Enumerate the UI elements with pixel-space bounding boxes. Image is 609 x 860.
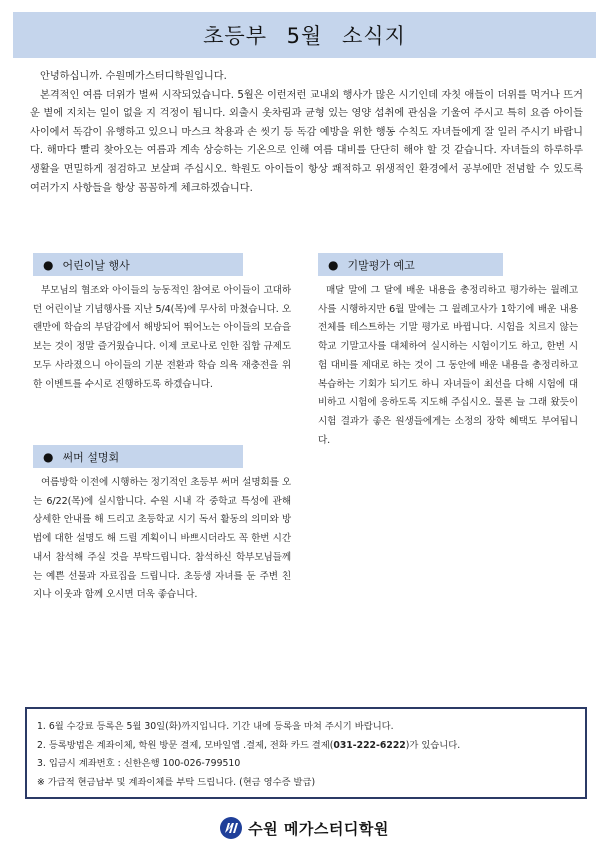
summer-session-header xyxy=(33,445,243,468)
summer-session-section xyxy=(33,445,291,605)
title-banner xyxy=(13,12,596,58)
summer-session-text: 여름방학 이전에 시행하는 정기적인 초등부 써머 설명회를 오는 6/22(목)에 실시합니다. 수원 시내 각 중학교 특성에 관해 상세한 안내를 해 드리고 초등학교 시기 독서 활동의 의미와 방법에 대한 설명도 해 드릴 계획이니 바쁘시더라도 꼭 한번 시간 내서 참석해 주실 것을 부탁드립니다. 참석하신 학부모님들께는 예쁜 선물과 자료집을 드립니다. 초등생 자녀를 둔 주변 친지나 이웃과 함께 오시면 더욱 좋습니다. xyxy=(33,477,291,601)
childrens-day-text: 부모님의 협조와 아이들의 능동적인 참여로 아이들이 고대하던 어린이날 기념행사를 지난 5/4(목)에 무사히 마쳤습니다. 오랜만에 학습의 부담감에서 해방되어 뛰어노는 아이들의 모습을 보는 것이 정말 즐거웠습니다. 이제 코로나로 인한 집합 규제도 모두 사라졌으니 아이들의 기분 전환과 학습 의욕 재충전을 위한 이벤트를 수시로 진행하도록 하겠습니다. xyxy=(33,285,291,390)
notice-line-2-prefix: 2. 등록방법은 계좌이체, 학원 방문 결제, 모바일앱 .결제, 전화 카드 결제( xyxy=(37,739,334,751)
notice-line-4: ※ 가급적 현금납부 및 계좌이체를 부탁 드립니다. (현금 영수증 발급) xyxy=(37,776,316,788)
final-exam-title: 기말평가 예고 xyxy=(347,258,415,272)
notice-line-2-suffix: )가 있습니다. xyxy=(405,739,461,751)
final-exam-body xyxy=(318,282,578,450)
summer-session-body xyxy=(33,474,291,605)
intro-body: 본격적인 여름 더위가 벌써 시작되었습니다. 5월은 이런저런 교내외 행사가 많은 시기인데 자칫 애들이 더위를 먹거나 뜨거운 볕에 지치는 일이 없을 지 걱정이 됩니다. 외출시 옷차림과 균형 있는 영양 섭취에 관심을 기울여 주시고 특히 요즘 아이들 사이에서 독감이 유행하고 있으니 마스크 착용과 손 씻기 등 독감 예방을 위한 행동 수칙도 자녀들에게 잘 일러 주시기 바랍니다. 해마다 빨리 찾아오는 여름과 계속 상승하는 기온으로 인해 여름 대비를 단단히 해야 할 것 같습니다. 자녀들의 하루하루 생활을 면밀하게 점검하고 보살펴 주십시오. 학원도 아이들이 항상 쾌적하고 위생적인 환경에서 공부에만 전념할 수 있도록 여러가지 사항들을 항상 꼼꼼하게 체크하겠습니다. xyxy=(30,89,583,194)
bullet-icon: ● xyxy=(43,449,54,464)
childrens-day-title: 어린이날 행사 xyxy=(62,258,130,272)
summer-session-title: 써머 설명회 xyxy=(62,450,120,464)
footer xyxy=(0,815,609,841)
notice-line-2 xyxy=(37,737,575,756)
notice-line-3: 3. 입금시 계좌번호 : 신한은행 100-026-799510 xyxy=(37,758,241,770)
final-exam-section xyxy=(318,253,578,450)
childrens-day-body xyxy=(33,282,291,394)
intro-greeting: 안녕하십니까. 수원메가스터디학원입니다. xyxy=(40,71,227,82)
final-exam-header xyxy=(318,253,503,276)
childrens-day-section xyxy=(33,253,291,394)
final-exam-text: 매달 말에 그 달에 배운 내용을 총정리하고 평가하는 월례고사를 시행하지만 6월 말에는 그 월례고사가 1학기에 배운 내용 전체를 테스트하는 기말 평가로 바뀝니다. 시험을 치르지 않는 학교 기말고사를 대체하여 실시하는 시험이기도 하고, 한번 시험 대비를 제대로 하는 것이 그 동안에 배운 내용을 총정리하고 복습하는 기회가 되기도 하니 자녀들이 최선을 다해 시험에 대비하고 시험에 응하도록 지도해 주십시오. 물론 늘 그래 왔듯이 시험 결과가 좋은 원생들에게는 소정의 장학 혜택도 부여됩니다. xyxy=(318,285,578,446)
academy-name: 수원 메가스터디학원 xyxy=(248,819,389,838)
notice-line-1: 1. 6월 수강료 등록은 5월 30일(화)까지입니다. 기간 내에 등록을 마쳐 주시기 바랍니다. xyxy=(37,721,394,732)
phone-number: 031-222-6222 xyxy=(333,739,406,751)
page-title: 초등부 5월 소식지 xyxy=(203,24,406,48)
bullet-icon: ● xyxy=(328,257,339,272)
bullet-icon: ● xyxy=(43,257,54,272)
megastudy-logo-icon xyxy=(220,817,242,839)
intro-section xyxy=(30,68,583,198)
childrens-day-header xyxy=(33,253,243,276)
notice-box xyxy=(25,707,587,799)
